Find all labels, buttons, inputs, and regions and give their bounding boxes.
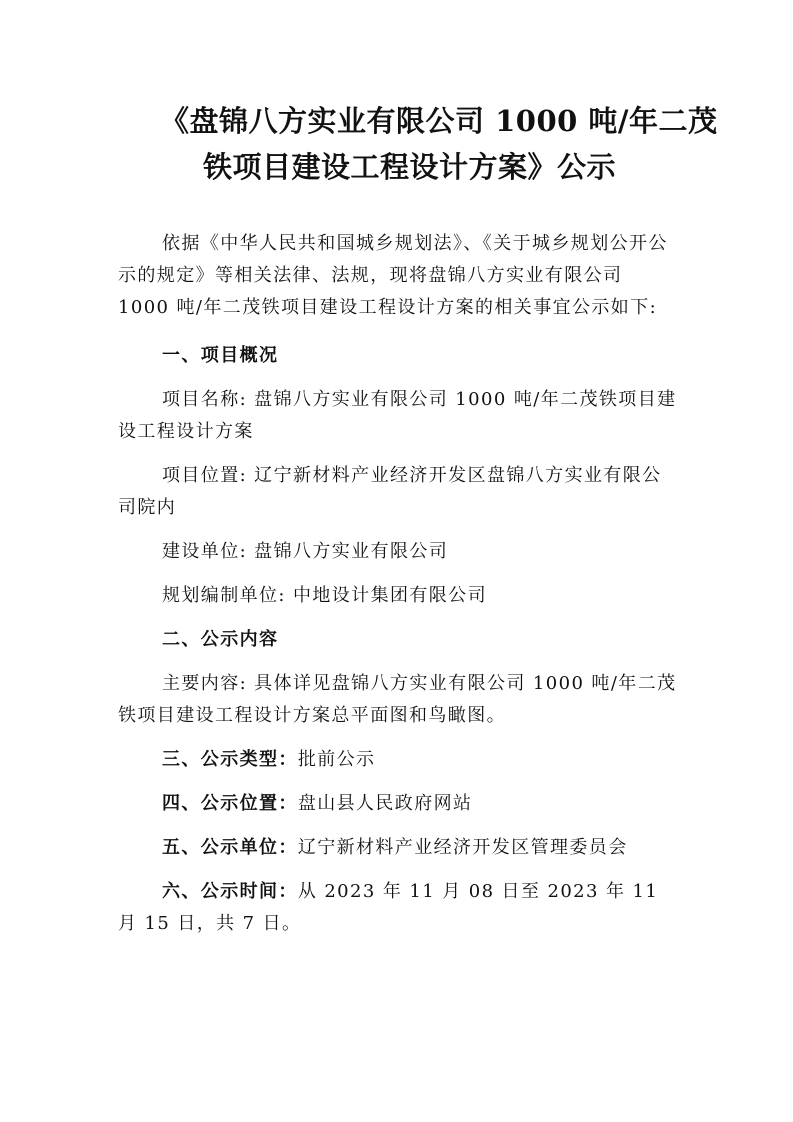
main-content: 主要内容: 具体详见盘锦八方实业有限公司 1000 吨/年二茂铁项目建设工程设计方案总平面图和鸟瞰图。 [118, 673, 677, 726]
section-4-label: 四、公示位置： [162, 793, 298, 814]
title-line-2: 铁项目建设工程设计方案》公示 [203, 150, 617, 184]
project-location: 项目位置: 辽宁新材料产业经济开发区盘锦八方实业有限公司院内 [118, 465, 662, 518]
section-5 [118, 832, 678, 864]
section-3-label: 三、公示类型： [162, 749, 298, 770]
section-6 [118, 876, 678, 940]
section-6-label: 六、公示时间： [162, 881, 298, 902]
document-title [160, 98, 718, 190]
section-3-value: 批前公示 [297, 749, 376, 770]
project-name: 项目名称: 盘锦八方实业有限公司 1000 吨/年二茂铁项目建设工程设计方案 [118, 389, 677, 442]
document-body [118, 228, 678, 940]
section-5-label: 五、公示单位： [162, 837, 298, 858]
builder-unit: 建设单位: 盘锦八方实业有限公司 [162, 541, 449, 562]
planner-unit: 规划编制单位: 中地设计集团有限公司 [162, 585, 487, 606]
section-4 [118, 788, 678, 820]
section-3 [118, 744, 678, 776]
section-4-value: 盘山县人民政府网站 [297, 793, 473, 814]
section-1-heading: 一、项目概况 [162, 345, 279, 366]
section-6-value: 从 2023 年 11 月 08 日至 2023 年 11 月 15 日，共 7 日。 [118, 881, 659, 934]
title-line-1: 《盘锦八方实业有限公司 1000 吨/年二茂 [160, 104, 718, 138]
intro-paragraph: 依据《中华人民共和国城乡规划法》、《关于城乡规划公开公示的规定》等相关法律、法规，现将盘锦八方实业有限公司 1000 吨/年二茂铁项目建设工程设计方案的相关事宜公示如下: [118, 233, 668, 318]
section-2-heading: 二、公示内容 [162, 629, 279, 650]
section-5-value: 辽宁新材料产业经济开发区管理委员会 [297, 837, 628, 858]
